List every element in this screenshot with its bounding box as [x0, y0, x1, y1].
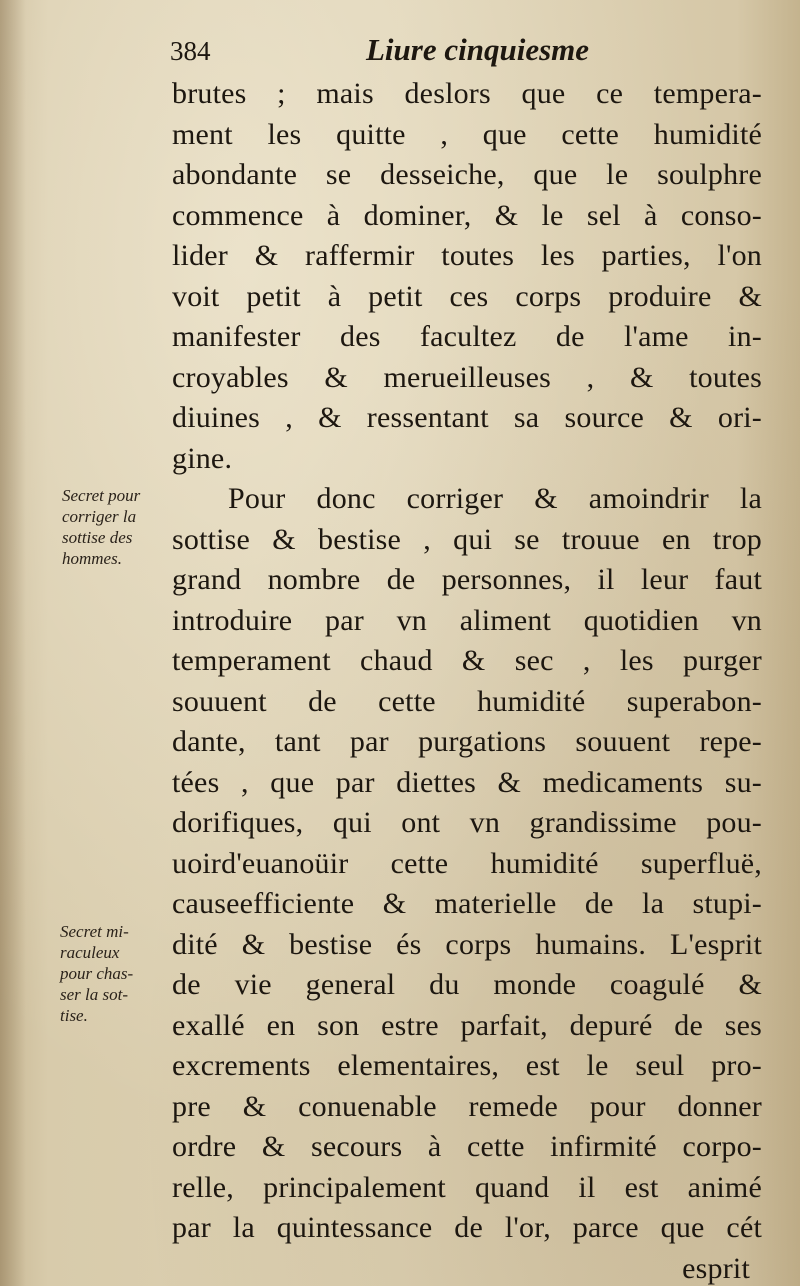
margin-note-line: raculeux: [60, 943, 120, 962]
text-line: diuines , & ressentant sa source & ori-: [172, 401, 762, 434]
text-line: causeefficiente & materielle de la stupi-: [172, 887, 762, 920]
body-text: [172, 74, 762, 1286]
margin-note-secret: [62, 485, 140, 569]
text-line: manifester des facultez de l'ame in-: [172, 320, 762, 353]
margin-note-line: Secret pour: [62, 486, 141, 505]
catch-word: esprit: [682, 1251, 750, 1285]
text-line: uoird'euanoüir cette humidité superfluë,: [172, 846, 762, 880]
text-line: de vie general du monde coagulé &: [172, 968, 762, 1001]
text-line: croyables & merueilleuses , & toutes: [172, 360, 762, 394]
text-line: dité & bestise és corps humains. L'esprit: [172, 927, 762, 961]
margin-note-line: hommes.: [62, 549, 122, 568]
text-line: par la quintessance de l'or, parce que cét: [172, 1211, 762, 1244]
text-line: temperament chaud & sec , les purger: [172, 644, 762, 677]
text-line: dante, tant par purgations souuent repe-: [172, 725, 762, 758]
text-line: souuent de cette humidité superabon-: [172, 684, 762, 718]
text-line: gine.: [172, 441, 233, 475]
text-line: brutes ; mais deslors que ce tempera-: [172, 77, 762, 110]
text-line: pre & conuenable remede pour donner: [172, 1089, 762, 1123]
running-title: Liure cinquiesme: [366, 32, 590, 67]
margin-note-line: corriger la: [62, 507, 137, 526]
text-line: voit petit à petit ces corps produire &: [172, 279, 762, 313]
margin-note-line: sottise des: [62, 528, 133, 547]
margin-note-line: Secret mi-: [60, 922, 129, 941]
margin-note-miraculous-secret: [60, 921, 133, 1026]
paragraph-start-line: Pour donc corriger & amoindrir la: [228, 482, 762, 515]
text-line: abondante se desseiche, que le soulphre: [172, 158, 762, 191]
text-line: commence à dominer, & le sel à conso-: [172, 198, 762, 232]
text-line: ordre & secours à cette infirmité corpo-: [172, 1130, 762, 1163]
text-line: tées , que par diettes & medicaments su-: [172, 765, 762, 799]
margin-note-line: ser la sot-: [60, 985, 128, 1004]
text-line: relle, principalement quand il est animé: [172, 1170, 762, 1204]
text-line: ment les quitte , que cette humidité: [172, 117, 762, 151]
margin-note-line: pour chas-: [60, 964, 134, 983]
text-line: excrements elementaires, est le seul pro-: [172, 1049, 762, 1082]
text-line: introduire par vn aliment quotidien vn: [172, 603, 762, 637]
text-line: lider & raffermir toutes les parties, l'on: [172, 239, 762, 272]
page-gutter-shadow: [0, 0, 26, 1286]
text-line: exallé en son estre parfait, depuré de ses: [172, 1008, 762, 1042]
text-line: sottise & bestise , qui se trouue en trop: [172, 522, 762, 556]
text-line: grand nombre de personnes, il leur faut: [172, 563, 762, 596]
margin-note-line: tise.: [60, 1006, 88, 1025]
text-line: dorifiques, qui ont vn grandissime pou-: [172, 806, 762, 839]
page-number: 384: [170, 36, 211, 66]
